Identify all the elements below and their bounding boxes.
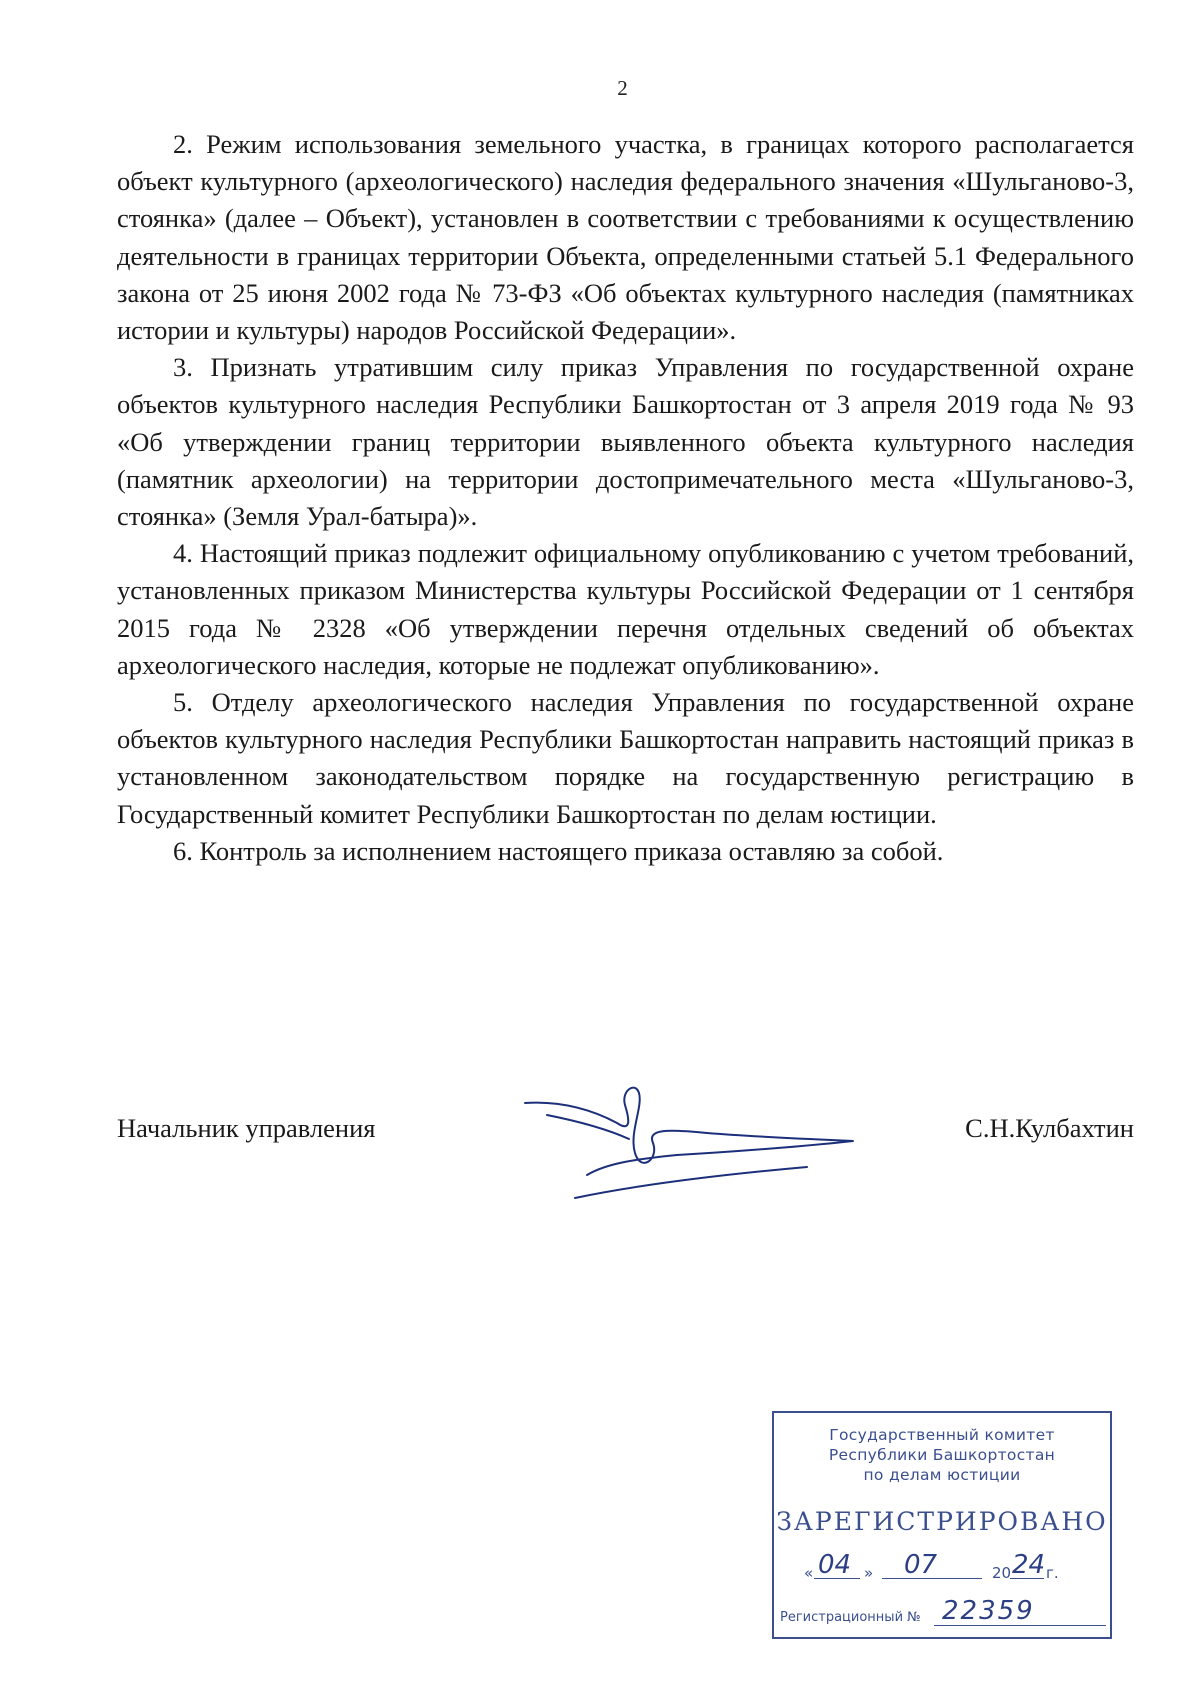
stamp-org-line-1: Государственный комитет — [829, 1426, 1055, 1444]
stamp-date-open-quote: « — [804, 1564, 814, 1582]
paragraph-5: 5. Отделу археологического наследия Управления по государственной охране объектов культурного наследия Республики Башкортостан направить настоящий приказ в установленном законодательством порядке на государственную регистрацию в Государственный комитет Республики Башкортостан по делам юстиции. — [117, 687, 1134, 829]
registration-stamp — [772, 1411, 1112, 1639]
stamp-date-day: 04 — [818, 1550, 852, 1580]
handwritten-signature — [517, 1063, 877, 1203]
paragraph-6: 6. Контроль за исполнением настоящего приказа оставляю за собой. — [173, 835, 944, 866]
paragraph-3: 3. Признать утратившим силу приказ Управления по государственной охране объектов культурного наследия Республики Башкортостан от 3 апреля 2019 года № 93 «Об утверждении границ территории выявленного объекта культурного наследия (памятник археологии) на территории достопримечательного места «Шульганово-3, стоянка» (Земля Урал-батыра)». — [117, 352, 1134, 532]
stamp-date-month: 07 — [904, 1550, 938, 1580]
page-number: 2 — [617, 76, 628, 100]
paragraph-2: 2. Режим использования земельного участка, в границах которого располагается объект культурного (археологического) наследия федерального значения «Шульганово-3, стоянка» (далее – Объект), установлен в соответствии с требованиями к осуществлению деятельности в границах территории Объекта, определенными статьей 5.1 Федерального закона от 25 июня 2002 года № 73-ФЗ «Об объектах культурного наследия (памятниках истории и культуры) народов Российской Федерации». — [117, 129, 1134, 346]
signature-block — [117, 1113, 1134, 1223]
paragraph-4: 4. Настоящий приказ подлежит официальному опубликованию с учетом требований, установленных приказом Министерства культуры Российской Федерации от 1 сентября 2015 года № 2328 «Об утверждении перечня отдельных сведений об объектах археологического наследия, которые не подлежат опубликованию». — [117, 538, 1134, 680]
stamp-date — [774, 1550, 1110, 1586]
stamp-date-close-quote: » — [864, 1564, 874, 1582]
stamp-reg-number: 22359 — [942, 1596, 1035, 1626]
stamp-reg-label: Регистрационный № — [780, 1610, 921, 1625]
signatory-name: С.Н.Кулбахтин — [965, 1113, 1134, 1143]
stamp-org-line-3: по делам юстиции — [863, 1466, 1021, 1484]
stamp-date-year-suffix: 24 — [1012, 1550, 1046, 1580]
stamp-status: ЗАРЕГИСТРИРОВАНО — [776, 1507, 1108, 1536]
stamp-date-g: г. — [1046, 1564, 1059, 1582]
stamp-date-year-prefix: 20 — [992, 1564, 1012, 1582]
stamp-org-line-2: Республики Башкортостан — [828, 1446, 1056, 1464]
stamp-registration — [774, 1596, 1110, 1630]
signatory-position: Начальник управления — [117, 1113, 376, 1143]
document-body — [117, 126, 1134, 870]
